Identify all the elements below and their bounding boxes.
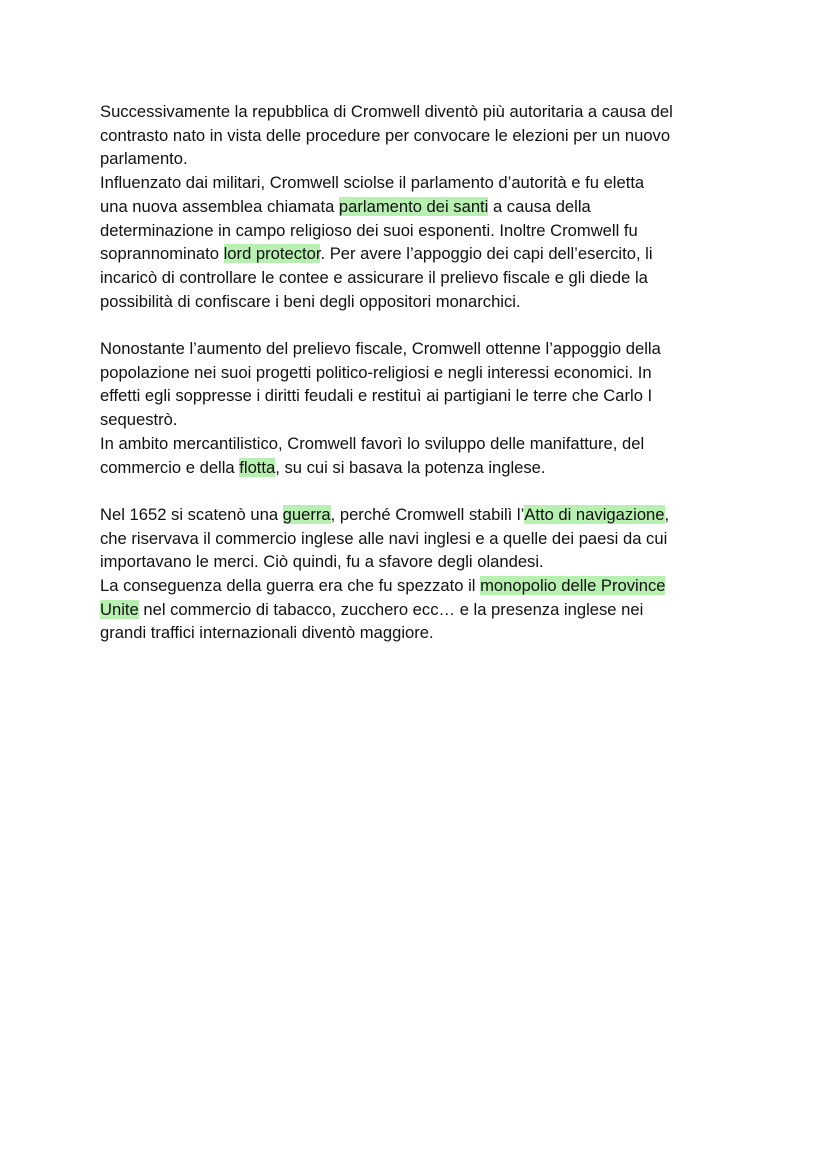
paragraph-spacer bbox=[100, 479, 730, 503]
text-line bbox=[100, 432, 730, 456]
text-run: che riservava il commercio inglese alle navi inglesi e a quelle dei paesi da cui bbox=[100, 528, 668, 548]
text-line bbox=[100, 408, 730, 432]
text-line bbox=[100, 503, 730, 527]
text-line bbox=[100, 147, 730, 171]
text-run: nel commercio di tabacco, zucchero ecc… e la presenza inglese nei bbox=[138, 599, 644, 619]
text-line bbox=[100, 266, 730, 290]
text-line bbox=[100, 598, 730, 622]
text-line bbox=[100, 124, 730, 148]
text-line bbox=[100, 550, 730, 574]
text-run: contrasto nato in vista delle procedure per convocare le elezioni per un nuovo bbox=[100, 125, 671, 145]
paragraph bbox=[100, 432, 730, 479]
text-run: sequestrò. bbox=[100, 410, 178, 430]
text-run: Nonostante l’aumento del prelievo fiscale, Cromwell ottenne l’appoggio della bbox=[100, 339, 661, 359]
text-run: possibilità di confiscare i beni degli oppositori monarchici. bbox=[100, 291, 521, 311]
text-line bbox=[100, 171, 730, 195]
document-body bbox=[100, 100, 730, 645]
text-line bbox=[100, 574, 730, 598]
text-run: parlamento. bbox=[100, 149, 188, 169]
highlighted-phrase: lord protector bbox=[223, 244, 321, 264]
text-line bbox=[100, 384, 730, 408]
text-run: , perché Cromwell stabilì l’ bbox=[330, 504, 525, 524]
text-run: , bbox=[664, 504, 670, 524]
paragraph bbox=[100, 574, 730, 645]
text-run: Successivamente la repubblica di Cromwell diventò più autoritaria a causa del bbox=[100, 102, 673, 121]
text-run: Nel 1652 si scatenò una bbox=[100, 504, 283, 524]
text-run: commercio e della bbox=[100, 457, 240, 477]
text-run: , su cui si basava la potenza inglese. bbox=[275, 457, 546, 477]
text-run: incaricò di controllare le contee e assicurare il prelievo fiscale e gli diede la bbox=[100, 267, 648, 287]
text-line bbox=[100, 100, 730, 124]
text-run: una nuova assemblea chiamata bbox=[100, 196, 339, 216]
text-line bbox=[100, 337, 730, 361]
highlighted-phrase: Atto di navigazione bbox=[524, 504, 665, 524]
text-run: importavano le merci. Ciò quindi, fu a sfavore degli olandesi. bbox=[100, 552, 544, 572]
paragraph bbox=[100, 503, 730, 574]
text-run: . Per avere l’appoggio dei capi dell’esercito, li bbox=[320, 244, 653, 264]
highlighted-phrase: Unite bbox=[100, 599, 139, 619]
text-run: La conseguenza della guerra era che fu spezzato il bbox=[100, 576, 481, 596]
text-line bbox=[100, 621, 730, 645]
text-line bbox=[100, 290, 730, 314]
text-line bbox=[100, 242, 730, 266]
text-line bbox=[100, 456, 730, 480]
paragraph bbox=[100, 337, 730, 432]
paragraph bbox=[100, 171, 730, 313]
text-run: In ambito mercantilistico, Cromwell favorì lo sviluppo delle manifatture, del bbox=[100, 433, 645, 453]
paragraph bbox=[100, 100, 730, 171]
highlighted-phrase: parlamento dei santi bbox=[338, 196, 489, 216]
highlighted-phrase: guerra bbox=[282, 504, 331, 524]
paragraph-spacer bbox=[100, 313, 730, 337]
text-run: grandi traffici internazionali diventò maggiore. bbox=[100, 623, 434, 643]
text-run: Influenzato dai militari, Cromwell sciolse il parlamento d’autorità e fu eletta bbox=[100, 173, 645, 193]
text-line bbox=[100, 527, 730, 551]
text-line bbox=[100, 195, 730, 219]
text-line bbox=[100, 219, 730, 243]
text-line bbox=[100, 361, 730, 385]
text-run: effetti egli soppresse i diritti feudali e restituì ai partigiani le terre che Carlo I bbox=[100, 386, 653, 406]
text-run: a causa della bbox=[488, 196, 591, 216]
highlighted-phrase: flotta bbox=[239, 457, 276, 477]
highlighted-phrase: monopolio delle Province bbox=[480, 576, 666, 596]
text-run: determinazione in campo religioso dei suoi esponenti. Inoltre Cromwell fu bbox=[100, 220, 638, 240]
text-run: popolazione nei suoi progetti politico-religiosi e negli interessi economici. In bbox=[100, 362, 652, 382]
text-run: soprannominato bbox=[100, 244, 224, 264]
